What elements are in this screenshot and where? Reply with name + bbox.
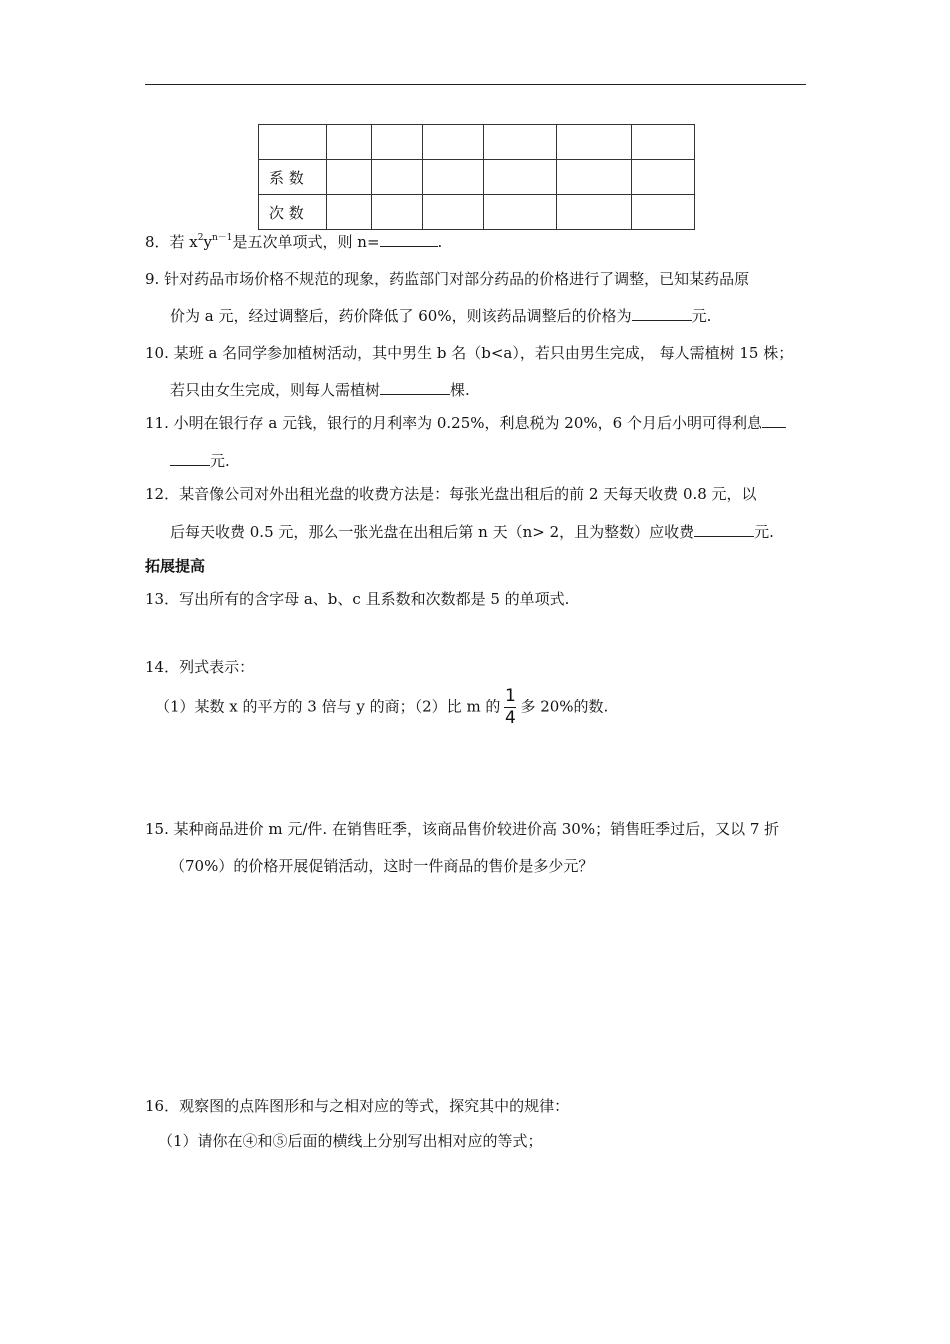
question-9-line1: 9. 针对药品市场价格不规范的现象，药监部门对部分药品的价格进行了调整，已知某药品原 (145, 270, 750, 288)
table-row (259, 195, 695, 230)
q8-exponent-x: 2 (197, 233, 204, 243)
question-10-line2 (170, 379, 470, 400)
table-cell (423, 160, 484, 195)
table-cell (557, 125, 632, 160)
question-16-line1: 16．观察图的点阵图形和与之相对应的等式，探究其中的规律： (145, 1097, 570, 1115)
answer-blank[interactable] (380, 380, 450, 395)
question-14-title: 14．列式表示： (145, 658, 255, 676)
question-16-line2: （1）请你在④和⑤后面的横线上分别写出相对应的等式； (158, 1132, 543, 1150)
degree-label: 次 数 (259, 195, 327, 230)
question-14-parts (155, 688, 608, 727)
table-cell (423, 195, 484, 230)
q10-text: 若只由女生完成，则每人需植树 (170, 381, 381, 399)
question-13: 13．写出所有的含字母 a、b、c 且系数和次数都是 5 的单项式. (145, 590, 570, 608)
table-cell (632, 195, 695, 230)
question-12-line2 (170, 521, 774, 542)
fraction-one-quarter (504, 688, 516, 727)
table-cell (327, 160, 372, 195)
q9-unit: 元. (691, 307, 712, 325)
question-9-line2 (170, 305, 711, 326)
q8-end: . (437, 233, 443, 251)
table-cell (259, 125, 327, 160)
answer-blank[interactable] (632, 306, 692, 321)
q8-text: 是五次单项式，则 n= (232, 233, 380, 251)
answer-blank[interactable] (762, 413, 786, 428)
question-12-line1: 12．某音像公司对外出租光盘的收费方法是：每张光盘出租后的前 2 天每天收费 0.8 元，以 (145, 485, 757, 503)
table-cell (327, 195, 372, 230)
table-row (259, 125, 695, 160)
q9-text: 价为 a 元，经过调整后，药价降低了 60%，则该药品调整后的价格为 (170, 307, 632, 325)
table-cell (372, 125, 423, 160)
coefficient-label: 系 数 (259, 160, 327, 195)
question-15-line2: （70%）的价格开展促销活动，这时一件商品的售价是多少元？ (170, 857, 594, 875)
fraction-numerator: 1 (505, 686, 516, 706)
question-10-line1: 10. 某班 a 名同学参加植树活动，其中男生 b 名（b<a），若只由男生完成， 每人需植树 15 株； (145, 344, 794, 362)
answer-blank[interactable] (694, 522, 754, 537)
q12-text: 后每天收费 0.5 元，那么一张光盘在出租后第 n 天（n> 2，且为整数）应收费 (170, 523, 695, 541)
table-cell (484, 160, 557, 195)
q8-var-y: y (203, 233, 212, 251)
section-title: 拓展提高 (145, 557, 206, 575)
table-cell (423, 125, 484, 160)
q14-part2: 多 20%的数. (520, 697, 609, 716)
q10-unit: 棵. (450, 381, 470, 399)
q11-unit: 元. (210, 452, 230, 470)
table-cell (632, 125, 695, 160)
table-cell (372, 160, 423, 195)
question-11-line2 (170, 450, 230, 471)
q11-text: 11. 小明在银行存 a 元钱，银行的月利率为 0.25%，利息税为 20%，6 个月后小明可得利息 (145, 414, 762, 432)
answer-blank[interactable] (170, 451, 210, 466)
answer-blank[interactable] (380, 232, 438, 247)
q8-exponent-y: n－1 (212, 233, 233, 243)
table-cell (484, 195, 557, 230)
header-rule (145, 84, 806, 85)
table-cell (372, 195, 423, 230)
q8-number: 8．若 x (145, 233, 198, 251)
table-row (259, 160, 695, 195)
fraction-denominator: 4 (505, 708, 516, 728)
table-cell (557, 195, 632, 230)
q14-part1: （1）某数 x 的平方的 3 倍与 y 的商；（2）比 m 的 (155, 697, 501, 716)
question-15-line1: 15. 某种商品进价 m 元/件. 在销售旺季，该商品售价较进价高 30%；销售旺季过后，又以 7 折 (145, 820, 780, 838)
question-8 (145, 231, 442, 252)
q12-unit: 元. (754, 523, 774, 541)
question-11-line1 (145, 412, 786, 433)
table-cell (632, 160, 695, 195)
table-cell (327, 125, 372, 160)
table-cell (557, 160, 632, 195)
monomial-table (258, 124, 695, 230)
table-cell (484, 125, 557, 160)
